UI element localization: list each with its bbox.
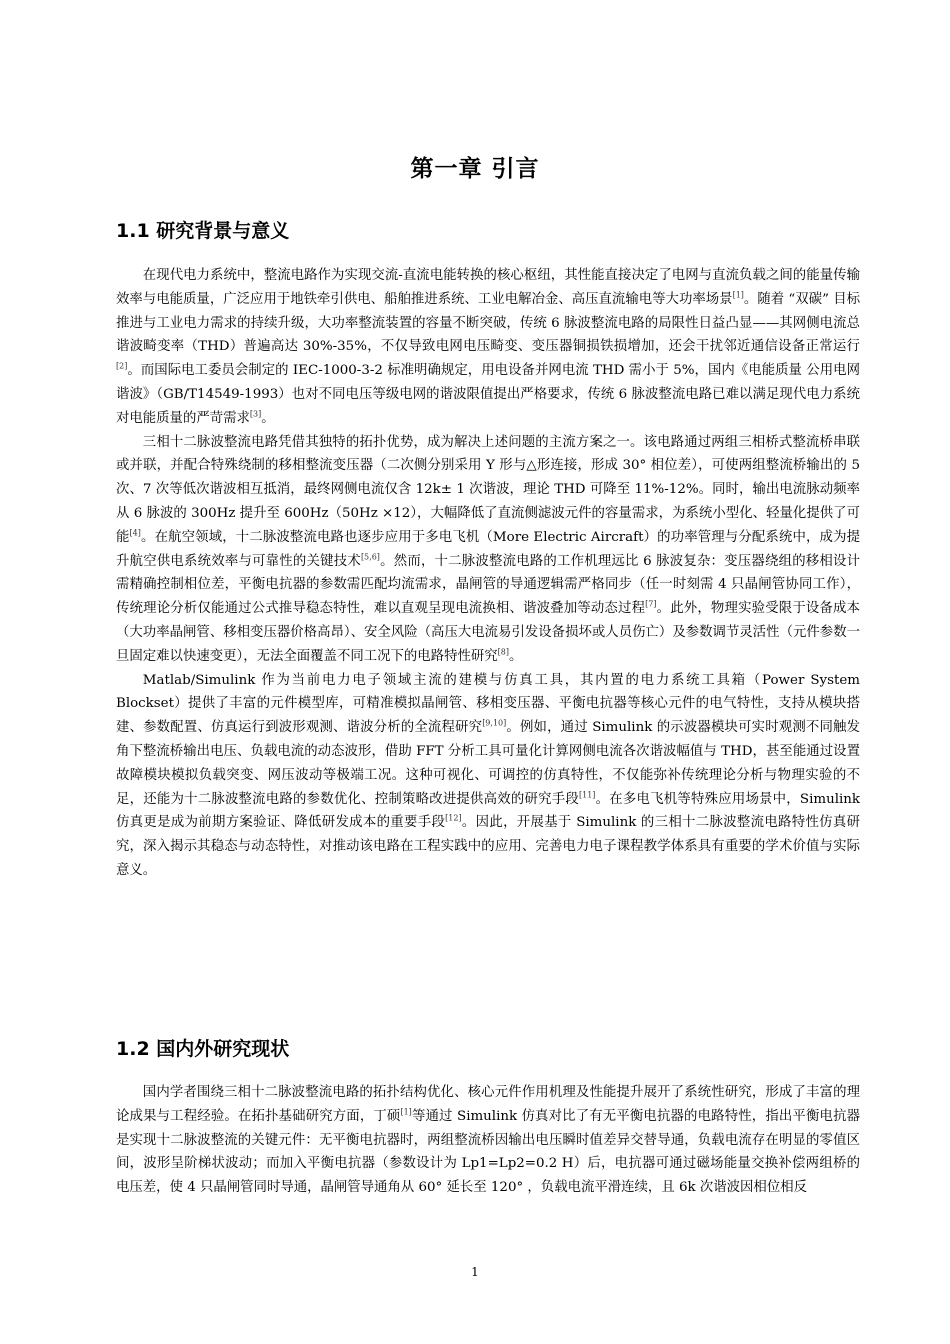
paragraph-text: Matlab/Simulink 作为当前电力电子领域主流的建模与仿真工具，其内置的电力系统工具箱（Power System Blockset）提供了丰富的元件模型库，可精准模拟晶闸管、移相变压器、平衡电抗器等核心元件的电气特性，支持从模块搭建、参数配置、仿真运行到波形观测、谐波分析的全流程研究: [116, 672, 860, 736]
paragraph-text: 三相十二脉波整流电路凭借其独特的拓扑优势，成为解决上述问题的主流方案之一。该电路通过两组三相桥式整流桥串联或并联，并配合特殊绕制的移相整流变压器（二次侧分别采用 Y 形与△形连接，形成 30° 相位差），可使两组整流桥输出的 5 次、7 次等低次谐波相互抵消，最终网侧电流仅含 12k± 1 次谐波，理论 THD 可降至 11%-12%。同时，输出电流脉动频率从 6 脉波的 300Hz 提升至 600Hz（50Hz ×12），大幅降低了直流侧滤波元件的容量需求，为系统小型化、轻量化提供了可能: [116, 434, 860, 545]
body-paragraph: [116, 1081, 860, 1200]
page-number: 1: [471, 1265, 479, 1279]
paragraph-text: 。然而，十二脉波整流电路的工作机理远比 6 脉波复杂：变压器绕组的移相设计需精确控制相位差，平衡电抗器的参数需匹配均流需求，晶闸管的导通逻辑需严格同步（任一时刻需 4 只晶闸管协同工作），传统理论分析仅能通过公式推导稳态特性，难以直观呈现电流换相、谐波叠加等动态过程: [116, 553, 861, 617]
paragraph-text: 等通过 Simulink 仿真对比了有无平衡电抗器的电路特性，指出平衡电抗器是实现十二脉波整流的关键元件：无平衡电抗器时，两组整流桥因输出电压瞬时值差异交替导通，负载电流存在明显的零值区间，波形呈阶梯状波动；而加入平衡电抗器（参数设计为 Lp1=Lp2=0.2 H）后，电抗器可通过磁场能量交换补偿两组桥的电压差，使 4 只晶闸管同时导通，晶闸管导通角从 60° 延长至 120° ，负载电流平滑连续，且 6k 次谐波因相位相反: [116, 1108, 861, 1196]
section-heading-1-2: 1.2 国内外研究现状: [116, 1038, 290, 1060]
citation-ref: [9,10]: [482, 718, 507, 728]
chapter-title: 第一章 引言: [410, 156, 540, 182]
section-body-1-1: [116, 264, 860, 883]
citation-ref: [4]: [129, 528, 141, 538]
paragraph-text: 。在多电飞机等特殊应用场景中，Simulink 仿真更是成为前期方案验证、降低研发成本的重要手段: [116, 791, 860, 831]
paragraph-text: 。此外，物理实验受限于设备成本（大功率晶闸管、移相变压器价格高昂）、安全风险（高压大电流易引发设备损坏或人员伤亡）及参数调节灵活性（元件参数一旦固定难以快速变更），无法全面覆盖不同工况下的电路特性研究: [116, 601, 860, 664]
citation-ref: [3]: [249, 409, 262, 419]
citation-ref: [7]: [645, 599, 657, 609]
body-paragraph: [116, 669, 860, 883]
citation-ref: [5,6]: [360, 552, 380, 562]
citation-ref: [1]: [732, 290, 744, 300]
citation-ref: [2]: [116, 361, 128, 371]
citation-ref: [11]: [579, 790, 596, 800]
paragraph-text: 。在航空领域，十二脉波整流电路也逐步应用于多电飞机（More Electric Aircraft）的功率管理与分配系统中，成为提升航空供电系统效率与可靠性的关键技术: [116, 529, 861, 569]
citation-ref: [1]: [400, 1107, 412, 1117]
paragraph-text: 在现代电力系统中，整流电路作为实现交流-直流电能转换的核心枢纽，其性能直接决定了电网与直流负载之间的能量传输效率与电能质量，广泛应用于地铁牵引供电、船舶推进系统、工业电解冶金、高压直流输电等大功率场景: [116, 268, 860, 307]
citation-ref: [8]: [497, 647, 509, 657]
paragraph-text: 。: [508, 648, 523, 664]
paragraph-text: 。例如，通过 Simulink 的示波器模块可实时观测不同触发角下整流桥输出电压、负载电流的动态波形，借助 FFT 分析工具可量化计算网侧电流各次谐波幅值与 THD，甚至能通过设置故障模块模拟负载突变、网压波动等极端工况。这种可视化、可调控的仿真特性，不仅能弥补传统理论分析与物理实验的不足，还能为十二脉波整流电路的参数优化、控制策略改进提供高效的研究手段: [116, 720, 860, 807]
paragraph-text: 国内学者围绕三相十二脉波整流电路的拓扑结构优化、核心元件作用机理及性能提升展开了系统性研究，形成了丰富的理论成果与工程经验。在拓扑基础研究方面，丁硕: [116, 1085, 860, 1124]
body-paragraph: [116, 431, 860, 669]
body-paragraph: [116, 264, 860, 431]
section-body-1-2: [116, 1081, 860, 1200]
paragraph-text: 。随着 “双碳” 目标推进与工业电力需求的持续升级，大功率整流装置的容量不断突破，传统 6 脉波整流电路的局限性日益凸显——其网侧电流总谐波畸变率（THD）普遍高达 30%-35%，不仅导致电网电压畸变、变压器铜损铁损增加，还会干扰邻近通信设备正常运行: [116, 291, 860, 355]
paragraph-text: 。而国际电工委员会制定的 IEC-1000-3-2 标准明确规定，用电设备并网电流 THD 需小于 5%，国内《电能质量 公用电网谐波》（GB/T14549-1993）也对不同电压等级电网的谐波限值提出严格要求，传统 6 脉波整流电路已难以满足现代电力系统对电能质量的严苛需求: [116, 363, 860, 426]
paragraph-text: 。: [261, 410, 275, 426]
citation-ref: [12]: [445, 813, 462, 823]
paragraph-text: 。因此，开展基于 Simulink 的三相十二脉波整流电路特性仿真研究，深入揭示其稳态与动态特性，对推动该电路在工程实践中的应用、完善电力电子课程教学体系具有重要的学术价值与实际意义。: [116, 815, 861, 878]
section-heading-1-1: 1.1 研究背景与意义: [116, 220, 290, 242]
